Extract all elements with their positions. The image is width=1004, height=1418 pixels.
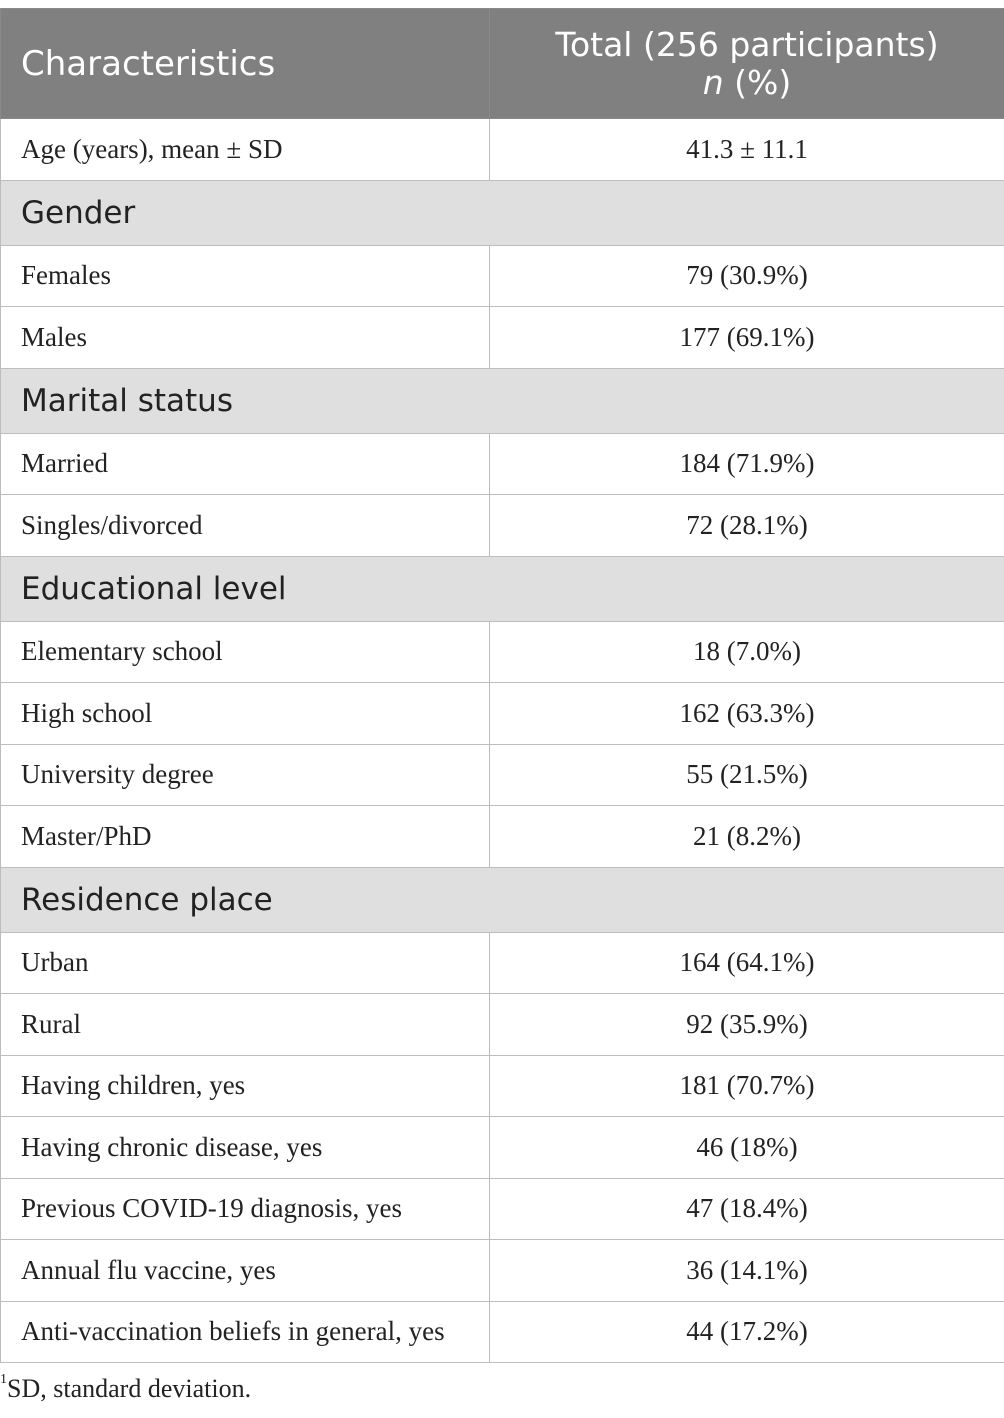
row-value: 72 (28.1%) [490, 495, 1004, 557]
row-value: 162 (63.3%) [490, 683, 1004, 745]
row-label: Anti-vaccination beliefs in general, yes [1, 1301, 490, 1363]
row-value: 177 (69.1%) [490, 307, 1004, 369]
section-row [1, 867, 1004, 932]
row-value: 55 (21.5%) [490, 744, 1004, 806]
row-value: 36 (14.1%) [490, 1240, 1004, 1302]
table-row [1, 119, 1004, 181]
row-label: Rural [1, 994, 490, 1056]
row-value: 92 (35.9%) [490, 994, 1004, 1056]
footnote-text: SD, standard deviation. [7, 1374, 252, 1403]
section-heading: Residence place [1, 867, 1004, 932]
row-label: Females [1, 245, 490, 307]
table-row [1, 932, 1004, 994]
row-value: 164 (64.1%) [490, 932, 1004, 994]
table-row [1, 245, 1004, 307]
table-row [1, 994, 1004, 1056]
row-label: Having chronic disease, yes [1, 1117, 490, 1179]
row-label: Having children, yes [1, 1055, 490, 1117]
section-row [1, 368, 1004, 433]
table-header [1, 9, 1004, 119]
table-row [1, 744, 1004, 806]
table-row [1, 683, 1004, 745]
table-row [1, 1117, 1004, 1179]
table-row [1, 433, 1004, 495]
row-value: 41.3 ± 11.1 [490, 119, 1004, 181]
row-label: Males [1, 307, 490, 369]
section-heading: Marital status [1, 368, 1004, 433]
header-row [1, 9, 1004, 119]
row-label: Previous COVID-19 diagnosis, yes [1, 1178, 490, 1240]
characteristics-table-container [0, 8, 1004, 1363]
row-label: Elementary school [1, 621, 490, 683]
row-label: Singles/divorced [1, 495, 490, 557]
footnote-marker: 1 [0, 1372, 7, 1387]
row-label: High school [1, 683, 490, 745]
row-label: Master/PhD [1, 806, 490, 868]
table-row [1, 1055, 1004, 1117]
row-value: 79 (30.9%) [490, 245, 1004, 307]
row-label: Age (years), mean ± SD [1, 119, 490, 181]
row-value: 181 (70.7%) [490, 1055, 1004, 1117]
row-value: 184 (71.9%) [490, 433, 1004, 495]
table-row [1, 806, 1004, 868]
header-total [490, 9, 1004, 119]
row-value: 47 (18.4%) [490, 1178, 1004, 1240]
table-row [1, 495, 1004, 557]
row-value: 18 (7.0%) [490, 621, 1004, 683]
section-heading: Gender [1, 180, 1004, 245]
table-row [1, 1301, 1004, 1363]
characteristics-table [0, 8, 1004, 1363]
row-label: Annual flu vaccine, yes [1, 1240, 490, 1302]
row-label: Married [1, 433, 490, 495]
row-label: Urban [1, 932, 490, 994]
table-row [1, 1178, 1004, 1240]
table-row [1, 1240, 1004, 1302]
row-value: 46 (18%) [490, 1117, 1004, 1179]
table-row [1, 307, 1004, 369]
header-n-symbol: n [702, 62, 724, 102]
section-row [1, 180, 1004, 245]
table-body [1, 119, 1004, 1363]
row-value: 44 (17.2%) [490, 1301, 1004, 1363]
header-total-line1: Total (256 participants) [555, 24, 939, 64]
header-characteristics: Characteristics [1, 9, 490, 119]
table-row [1, 621, 1004, 683]
section-row [1, 556, 1004, 621]
header-percent: (%) [723, 62, 792, 102]
row-label: University degree [1, 744, 490, 806]
table-footnote [0, 1374, 251, 1404]
section-heading: Educational level [1, 556, 1004, 621]
row-value: 21 (8.2%) [490, 806, 1004, 868]
